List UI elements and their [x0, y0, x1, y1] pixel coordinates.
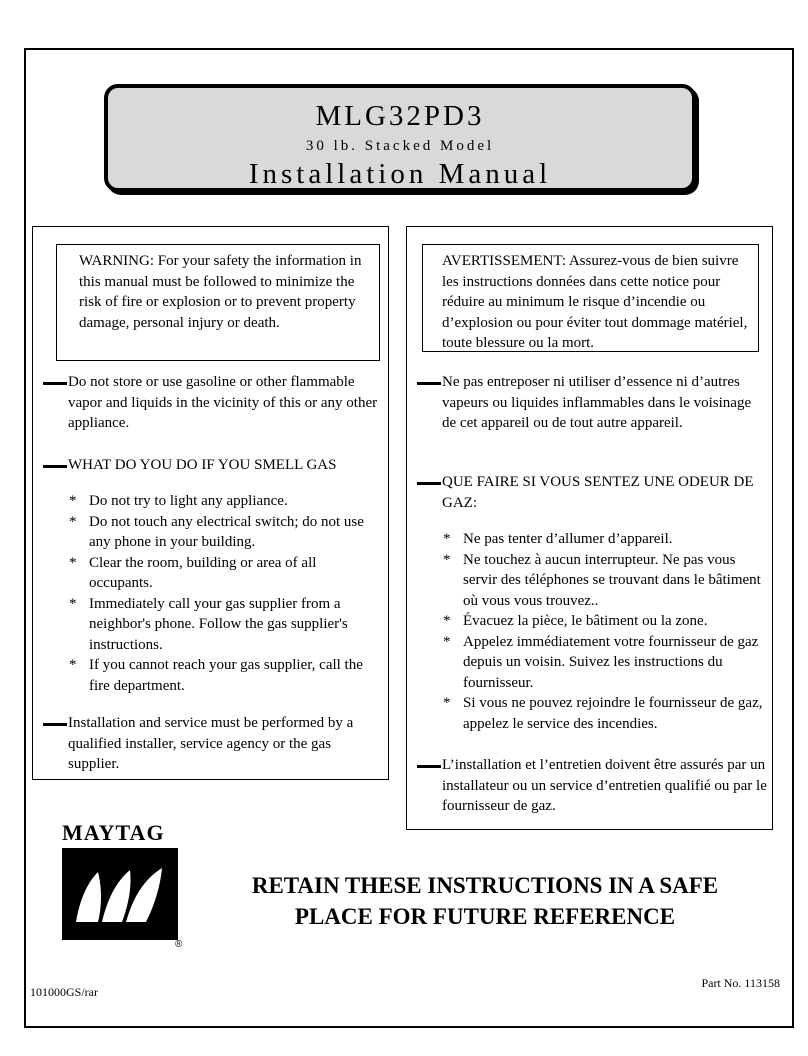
dash-bullet — [417, 765, 441, 768]
maytag-logo — [62, 822, 192, 952]
document-code: 101000GS/rar — [30, 985, 98, 999]
english-safety-column — [32, 226, 389, 780]
registered-mark: ® — [175, 939, 183, 948]
model-subtitle: 30 lb. Stacked Model — [305, 138, 495, 154]
list-item: * Clear the room, building or area of all occupants. — [69, 554, 317, 591]
english-item-smell-gas: WHAT DO YOU DO IF YOU SMELL GAS — [43, 455, 383, 476]
list-item: * Immediately call your gas supplier from a neighbor's phone. Follow the gas supplier's instructions. — [69, 595, 348, 653]
list-item: * If you cannot reach your gas supplier, call the fire department. — [69, 657, 363, 694]
english-gas-steps — [69, 491, 379, 696]
list-item: * Appelez immédiatement votre fournisseur de gaz depuis un voisin. Suivez les instructions du fournisseur. — [443, 633, 759, 691]
list-item: * Évacuez la pièce, le bâtiment ou la zone. — [443, 613, 708, 629]
french-item-flammable: Ne pas entreposer ni utiliser d’essence ni d’autres vapeurs ou liquides inflammables dans le voisinage de cet appareil ou de tout autre appareil. — [417, 372, 767, 434]
list-item: * Ne pas tenter d’allumer d’appareil. — [443, 531, 673, 547]
model-number: MLG32PD3 — [315, 100, 485, 132]
french-item-installation: L’installation et l’entretien doivent être assurés par un installateur ou un service d’entretien qualifié ou par le fournisseur de gaz. — [417, 755, 767, 817]
dash-bullet — [43, 382, 67, 385]
list-item: * Do not try to light any appliance. — [69, 493, 288, 509]
dash-bullet — [417, 482, 441, 485]
maytag-m-logo-icon — [62, 848, 192, 948]
english-warning-box: WARNING: For your safety the information in this manual must be followed to minimize the risk of fire or explosion or to prevent property damage, personal injury or death. — [56, 244, 380, 361]
dash-bullet — [43, 723, 67, 726]
manual-title: Installation Manual — [248, 158, 552, 190]
dash-bullet — [417, 382, 441, 385]
retain-instructions-notice: RETAIN THESE INSTRUCTIONS IN A SAFE PLACE FOR FUTURE REFERENCE — [251, 873, 719, 929]
french-item-smell-gas: QUE FAIRE SI VOUS SENTEZ UNE ODEUR DE GAZ: — [417, 472, 767, 513]
english-item-installation: Installation and service must be performed by a qualified installer, service agency or the gas supplier. — [43, 713, 383, 775]
list-item: * Si vous ne pouvez rejoindre le fournisseur de gaz, appelez le service des incendies. — [443, 695, 763, 732]
dash-bullet — [43, 465, 67, 468]
list-item: * Do not touch any electrical switch; do not use any phone in your building. — [69, 513, 364, 550]
french-gas-steps — [443, 529, 765, 734]
english-item-flammable: Do not store or use gasoline or other flammable vapor and liquids in the vicinity of this or any other appliance. — [43, 372, 383, 434]
list-item: * Ne touchez à aucun interrupteur. Ne pas vous servir des téléphones se trouvant dans le bâtiment où vous vous trouvez.. — [443, 551, 761, 609]
french-warning-box: AVERTISSEMENT: Assurez-vous de bien suivre les instructions données dans cette notice pour réduire au minimum le risque d’incendie ou d’explosion ou pour éviter tout dommage matériel, toute blessure ou la mort. — [422, 244, 759, 352]
maytag-wordmark: MAYTAG — [62, 820, 165, 845]
french-safety-column — [406, 226, 773, 830]
title-box — [104, 84, 696, 192]
part-number: Part No. 113158 — [701, 976, 780, 990]
